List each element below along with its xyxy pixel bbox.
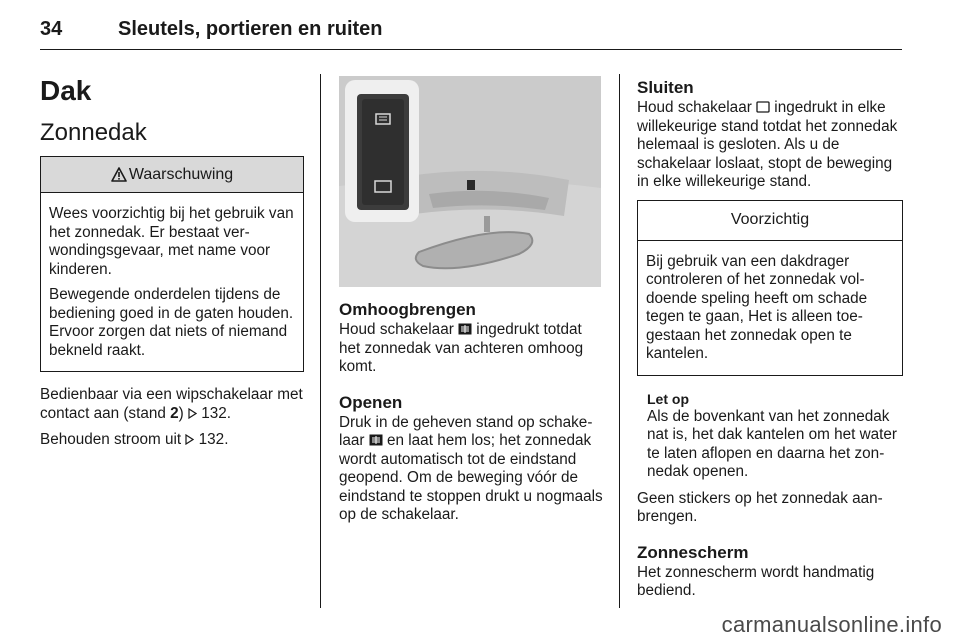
- sunshade-heading: Zonnescherm: [637, 542, 749, 562]
- ignition-position: 2: [170, 404, 179, 422]
- close-text-b: ingedrukt in elke willekeurige stand totdat het zonnedak helemaal is gesloten. Als u de schakelaar loslaat, stopt de beweging in elke willekeurige stand.: [637, 99, 898, 190]
- close-switch-icon: [756, 101, 770, 113]
- warning-header: [41, 157, 303, 193]
- column-divider-right: [619, 74, 620, 608]
- subsection-title: Zonnedak: [40, 119, 147, 146]
- reference-page[interactable]: 132.: [196, 404, 232, 422]
- operation-paragraph: [40, 386, 304, 423]
- column-2: [339, 300, 603, 533]
- warning-triangle-icon: [111, 167, 127, 182]
- tilt-text-a: Houd schakelaar: [339, 321, 459, 338]
- operation-text: Bedienbaar via een wipschakelaar met contact aan (stand: [40, 386, 303, 422]
- note-title: Let op: [647, 390, 689, 407]
- close-text: [637, 99, 903, 192]
- warning-text-1: Wees voorzichtig bij het gebruik van het zonnedak. Er bestaat verwondingsgevaar, met name voor kinderen.: [49, 205, 294, 278]
- warning-box: [40, 156, 304, 372]
- sunshade-text: Het zonnescherm wordt handmatig bediend.: [637, 563, 875, 599]
- tilt-text-b: ingedrukt totdat het zonnedak van achteren omhoog komt.: [339, 321, 584, 375]
- warning-title: Waarschuwing: [128, 165, 234, 183]
- open-text-b: en laat hem los; het zonnedak wordt automatisch tot de eindstand geopend. Om de beweging vóór de eindstand te stoppen drukt u nogmaals op de schakelaar.: [339, 432, 603, 523]
- operation-text-close: ): [178, 404, 188, 422]
- note-text: Als de bovenkant van het zonnedak nat is, het dak kantelen om het water te laten aflopen en daarna het zonnedak openen.: [647, 407, 897, 480]
- caution-box: [637, 200, 903, 376]
- caution-text: Bij gebruik van een dakdrager controleren of het zonnedak voldoende speling heeft om schade tegen te gaan, Het is alleen toegestaan het zonnedak open te kantelen.: [646, 252, 868, 362]
- open-heading: Openen: [339, 392, 403, 412]
- open-text: [339, 414, 603, 525]
- column-3: [637, 78, 903, 609]
- open-switch-icon: [369, 434, 383, 446]
- column-divider-left: [320, 74, 321, 608]
- caution-header: Voorzichtig: [638, 201, 902, 241]
- open-text-a: Druk in de geheven stand op schakelaar: [339, 413, 593, 449]
- page-header: [40, 14, 902, 50]
- sunroof-switch-illustration: [339, 76, 601, 287]
- retained-power-text: Behouden stroom uit: [40, 431, 186, 448]
- column-1: [40, 70, 304, 458]
- page-number: 34: [40, 18, 63, 40]
- tilt-switch-icon: [458, 323, 472, 335]
- close-text-a: Houd schakelaar: [637, 99, 757, 116]
- tilt-heading: Omhoogbrengen: [339, 300, 476, 319]
- close-heading: Sluiten: [637, 78, 694, 97]
- sticker-paragraph: Geen stickers op het zonnedak aanbrengen.: [637, 489, 883, 525]
- tilt-text: [339, 321, 603, 377]
- reference-page[interactable]: 132.: [194, 431, 229, 448]
- section-title: Dak: [40, 75, 92, 106]
- chapter-title: Sleutels, portieren en ruiten: [118, 18, 383, 40]
- retained-power-paragraph: [40, 431, 304, 450]
- page-reference-icon: [188, 408, 197, 419]
- warning-text-2: Bewegende onderdelen tijdens de bediening goed in de gaten houden. Ervoor zorgen dat niets of niemand bekneld raakt.: [49, 286, 294, 359]
- sunroof-switch-photo: [339, 76, 601, 287]
- watermark: carmanualsonline.info: [721, 612, 942, 637]
